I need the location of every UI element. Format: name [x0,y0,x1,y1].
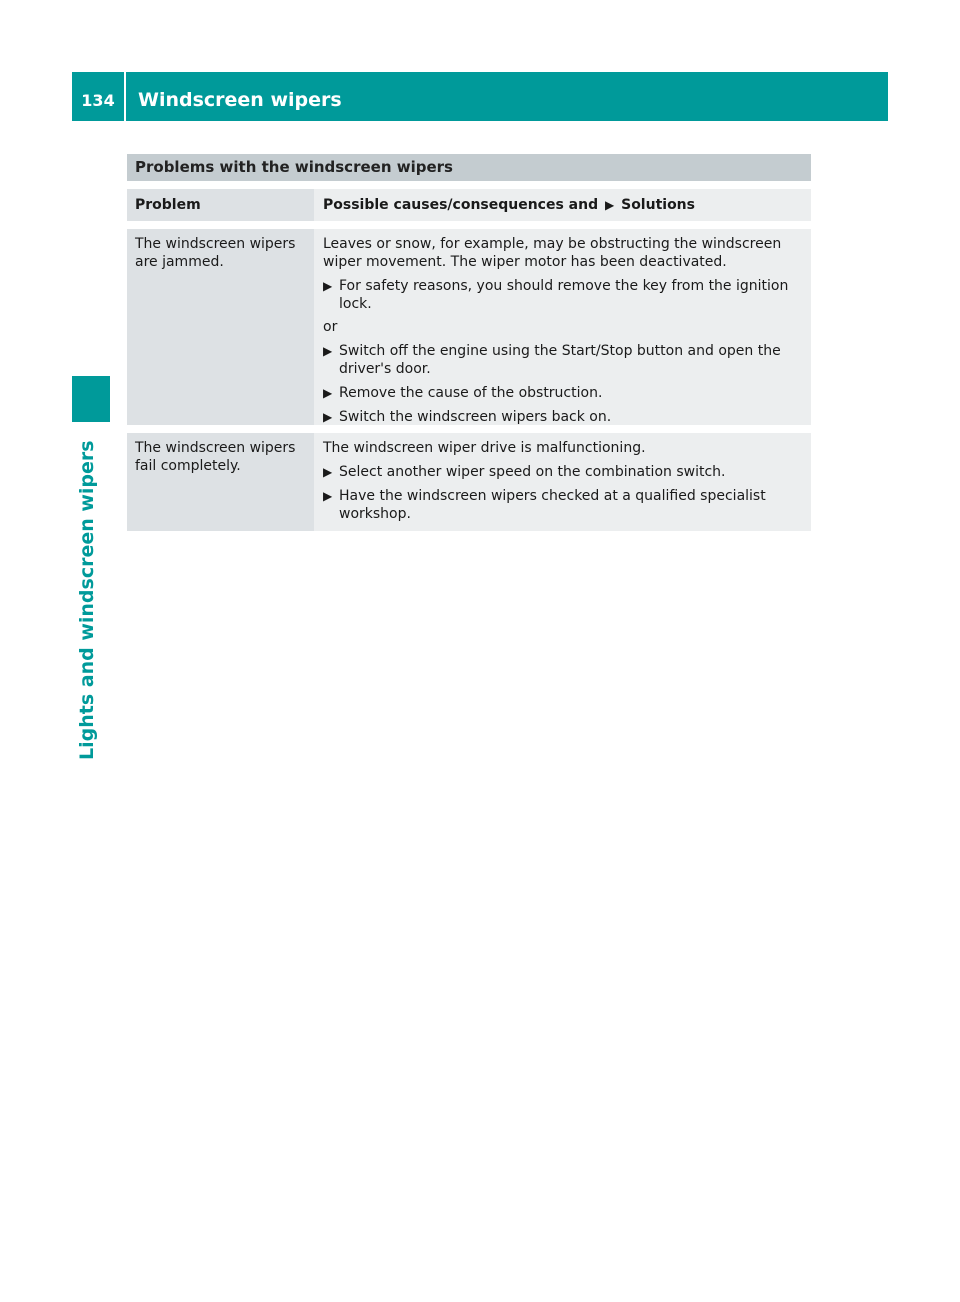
step-text: Switch the windscreen wipers back on. [339,409,612,425]
page-number: 134 [72,72,126,121]
action-arrow-icon: ▶ [323,465,333,479]
header-solution-suffix: Solutions [621,197,695,213]
cause-text: Leaves or snow, for example, may be obstructing the windscreen wiper movement. The wiper motor has been deactivated. [323,236,782,270]
solution-cell [314,229,811,425]
action-arrow-icon: ▶ [323,344,333,358]
step-item [323,277,803,313]
step-text: Select another wiper speed on the combination switch. [339,464,726,480]
step-item [323,463,803,481]
step-item [323,342,803,378]
step-item [323,487,803,523]
table-title: Problems with the windscreen wipers [127,154,811,181]
step-text: Switch off the engine using the Start/Stop button and open the driver's door. [339,343,781,377]
action-arrow-icon: ▶ [323,386,333,400]
step-text: For safety reasons, you should remove the key from the ignition lock. [339,278,789,312]
header-solution [314,189,811,221]
action-arrow-icon: ▶ [323,489,333,503]
step-text: Remove the cause of the obstruction. [339,385,603,401]
chapter-tab [72,376,110,422]
page-header [72,72,888,121]
section-title: Windscreen wipers [138,88,342,111]
header-problem: Problem [127,189,314,221]
chapter-label: Lights and windscreen wipers [76,440,98,760]
cause-text: The windscreen wiper drive is malfunctioning. [323,440,646,456]
solution-cell [314,433,811,531]
table-row [127,229,811,425]
or-text: or [323,319,338,335]
action-arrow-icon: ▶ [323,410,333,424]
problems-table [127,154,811,531]
table-header-row [127,189,811,221]
header-solution-prefix: Possible causes/consequences and [323,197,599,213]
step-item [323,384,803,402]
problem-cell: The windscreen wipers fail completely. [127,433,314,531]
action-arrow-icon: ▶ [605,198,615,212]
step-text: Have the windscreen wipers checked at a qualified specialist workshop. [339,488,766,522]
action-arrow-icon: ▶ [323,279,333,293]
table-row [127,433,811,531]
step-item [323,408,803,426]
problem-cell: The windscreen wipers are jammed. [127,229,314,425]
